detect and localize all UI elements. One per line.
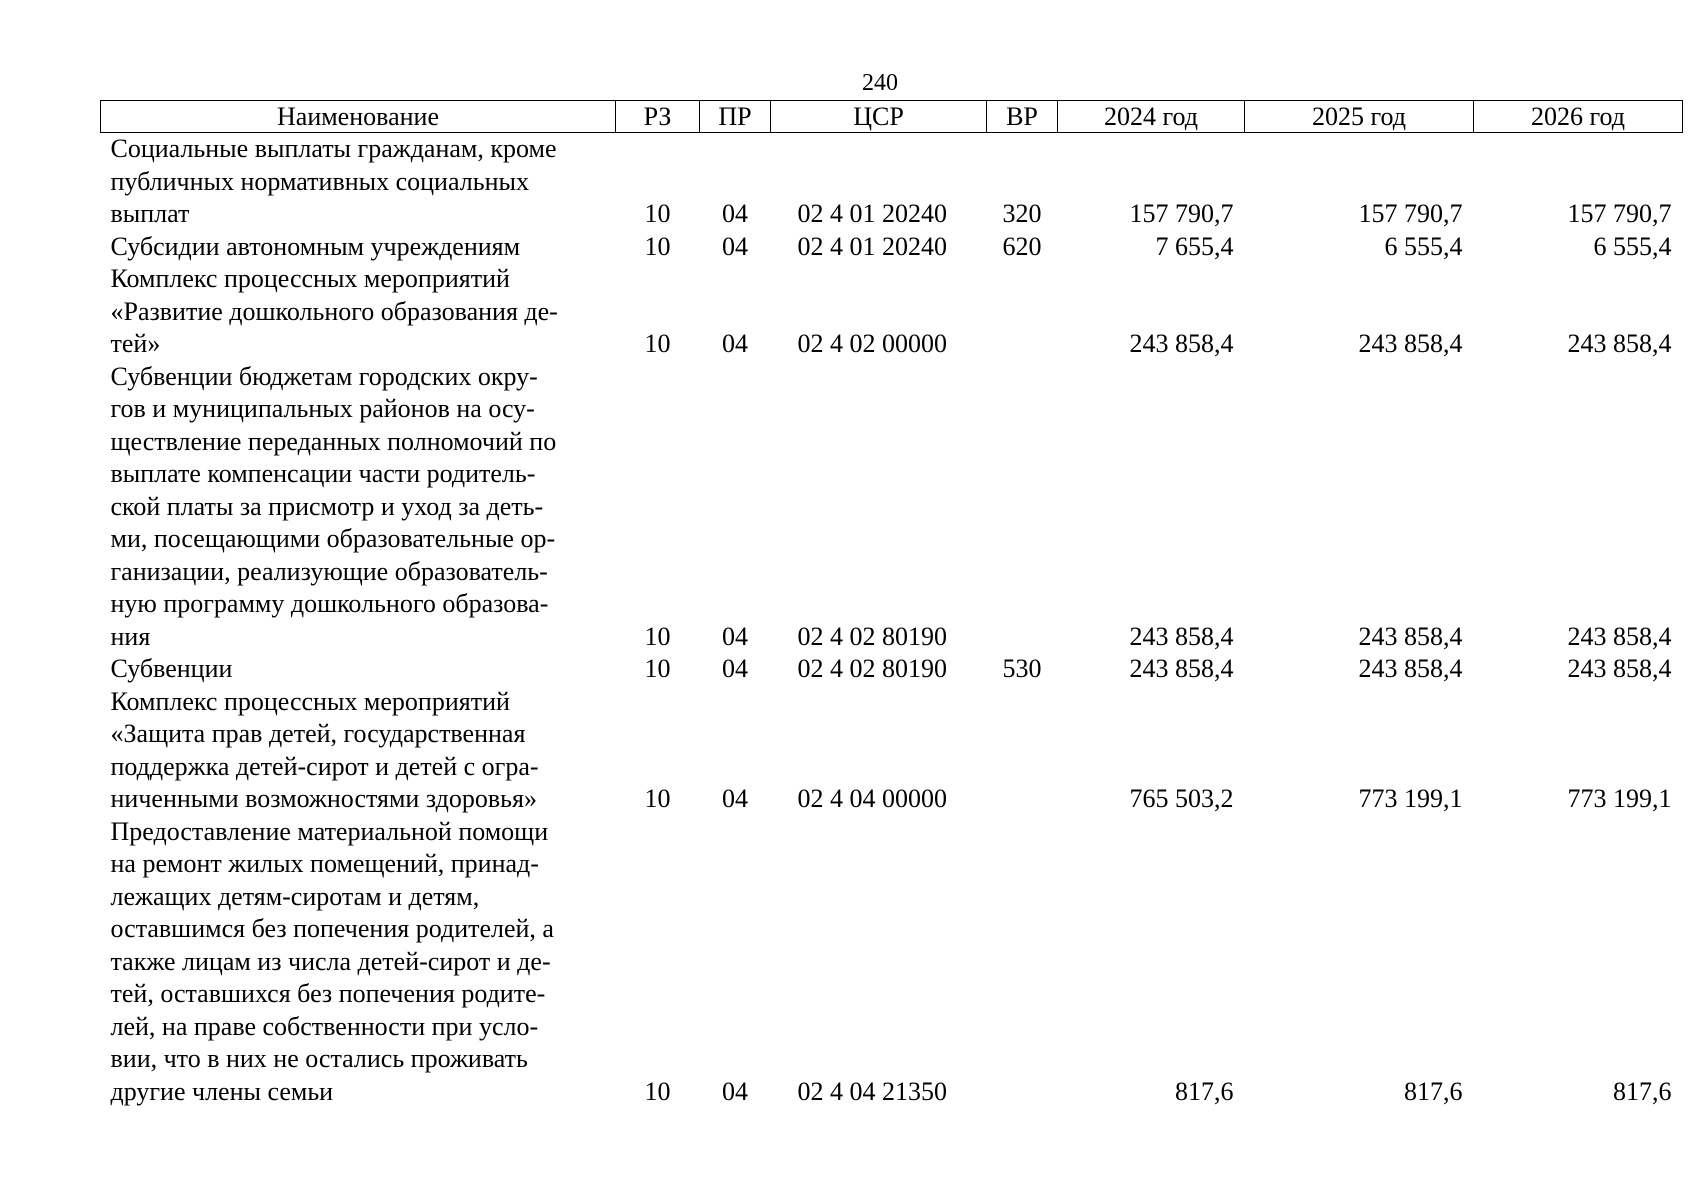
table-row [101,133,1683,231]
cell-2024: 7 655,4 [1155,231,1234,261]
cell-2024: 243 858,4 [1129,621,1234,651]
table-row [101,653,1683,686]
cell-name [101,686,616,816]
cell-name-line: выплате компенсации части родитель- [110,459,536,488]
cell-2024: 765 503,2 [1129,784,1234,813]
header-2025: 2025 год [1245,101,1474,133]
cell-name-line: ществление переданных полномочий по [110,426,557,456]
cell-pr: 04 [722,784,748,813]
cell-name-line: Предоставление материальной помощи [110,816,549,846]
header-vr: ВР [987,101,1058,133]
cell-name-line: Социальные выплаты гражданам, кроме [110,134,557,163]
cell-rz: 10 [644,654,671,683]
cell-csr: 02 4 02 80190 [797,621,947,651]
cell-rz: 10 [644,621,671,651]
table-body [101,133,1683,1109]
cell-rz: 10 [644,329,671,358]
cell-2024: 157 790,7 [1129,199,1234,228]
cell-2024: 243 858,4 [1129,329,1234,358]
cell-csr: 02 4 02 80190 [797,654,947,683]
cell-name-line: лежащих детям-сиротам и детям, [110,881,480,911]
cell-vr [987,263,1058,361]
cell-csr: 02 4 01 20240 [797,199,947,228]
budget-table [100,100,1683,1108]
cell-2025: 243 858,4 [1358,621,1463,651]
cell-name-line: Комплекс процессных мероприятий [110,686,510,716]
cell-vr: 320 [1002,199,1042,228]
cell-2026: 817,6 [1613,1076,1672,1106]
cell-pr: 04 [722,329,748,358]
cell-name-line: ми, посещающими образовательные ор- [110,524,556,553]
cell-2025: 773 199,1 [1358,784,1463,813]
cell-name-line: поддержка детей-сирот и детей с огра- [110,751,539,781]
cell-pr: 04 [722,1076,748,1106]
cell-name-line: также лицам из числа детей-сирот и де- [110,946,551,976]
header-rz: РЗ [616,101,700,133]
cell-vr [987,816,1058,1109]
table-header [101,101,1683,133]
cell-name-line: «Защита прав детей, государственная [110,719,526,748]
cell-name [101,816,616,1109]
cell-2025: 6 555,4 [1384,231,1463,261]
cell-name [101,231,616,264]
cell-name-line: Субсидии автономным учреждениям [110,231,521,261]
cell-name-line: другие члены семьи [110,1076,334,1106]
cell-vr [987,361,1058,654]
header-2026: 2026 год [1474,101,1683,133]
cell-pr: 04 [722,199,748,228]
cell-csr: 02 4 01 20240 [797,231,947,261]
cell-2026: 243 858,4 [1567,621,1672,651]
page-number: 240 [862,70,898,96]
header-pr: ПР [700,101,771,133]
cell-2026: 243 858,4 [1567,654,1672,683]
cell-vr: 620 [1002,231,1042,261]
cell-csr: 02 4 04 21350 [797,1076,947,1106]
cell-2024: 817,6 [1175,1076,1234,1106]
header-name: Наименование [101,101,616,133]
cell-2026: 6 555,4 [1593,231,1672,261]
header-2024: 2024 год [1058,101,1245,133]
table-row [101,816,1683,1109]
cell-name-line: ганизации, реализующие образователь- [110,556,548,586]
table-row [101,231,1683,264]
cell-name-line: тей» [110,329,161,358]
cell-name-line: на ремонт жилых помещений, принад- [110,849,539,878]
cell-name-line: оставшимся без попечения родителей, а [110,914,554,943]
cell-name [101,653,616,686]
cell-rz: 10 [644,1076,671,1106]
cell-2025: 243 858,4 [1358,654,1463,683]
header-csr: ЦСР [771,101,987,133]
cell-name-line: выплат [110,199,190,228]
cell-csr: 02 4 02 00000 [797,329,947,358]
cell-name-line: Субвенции [110,654,233,683]
cell-name-line: «Развитие дошкольного образования де- [110,296,558,326]
cell-name [101,133,616,231]
cell-rz: 10 [644,784,671,813]
cell-name-line: ния [110,621,151,651]
cell-name-line: ской платы за присмотр и уход за деть- [110,491,544,521]
table-header-row [101,101,1683,133]
cell-rz: 10 [644,199,671,228]
cell-2025: 157 790,7 [1358,199,1463,228]
cell-name [101,263,616,361]
table-row [101,263,1683,361]
cell-csr: 02 4 04 00000 [797,784,947,813]
cell-name-line: ниченными возможностями здоровья» [110,784,537,813]
cell-pr: 04 [722,231,748,261]
cell-name [101,361,616,654]
cell-name-line: гов и муниципальных районов на осу- [110,394,535,423]
table-row [101,361,1683,654]
cell-2024: 243 858,4 [1129,654,1234,683]
cell-2025: 243 858,4 [1358,329,1463,358]
cell-2026: 157 790,7 [1567,199,1672,228]
cell-2026: 243 858,4 [1567,329,1672,358]
cell-name-line: Комплекс процессных мероприятий [110,264,510,293]
cell-name-line: тей, оставшихся без попечения родите- [110,979,546,1008]
cell-pr: 04 [722,654,748,683]
cell-name-line: вии, что в них не остались проживать [110,1044,528,1073]
cell-rz: 10 [644,231,671,261]
table-row [101,686,1683,816]
cell-vr [987,686,1058,816]
cell-2026: 773 199,1 [1567,784,1672,813]
cell-name-line: лей, на праве собственности при усло- [110,1011,539,1041]
cell-pr: 04 [722,621,748,651]
cell-name-line: публичных нормативных социальных [110,166,529,196]
cell-name-line: Субвенции бюджетам городских окру- [110,361,538,391]
cell-vr: 530 [1002,654,1042,683]
cell-name-line: ную программу дошкольного образова- [110,589,549,618]
cell-2025: 817,6 [1404,1076,1463,1106]
